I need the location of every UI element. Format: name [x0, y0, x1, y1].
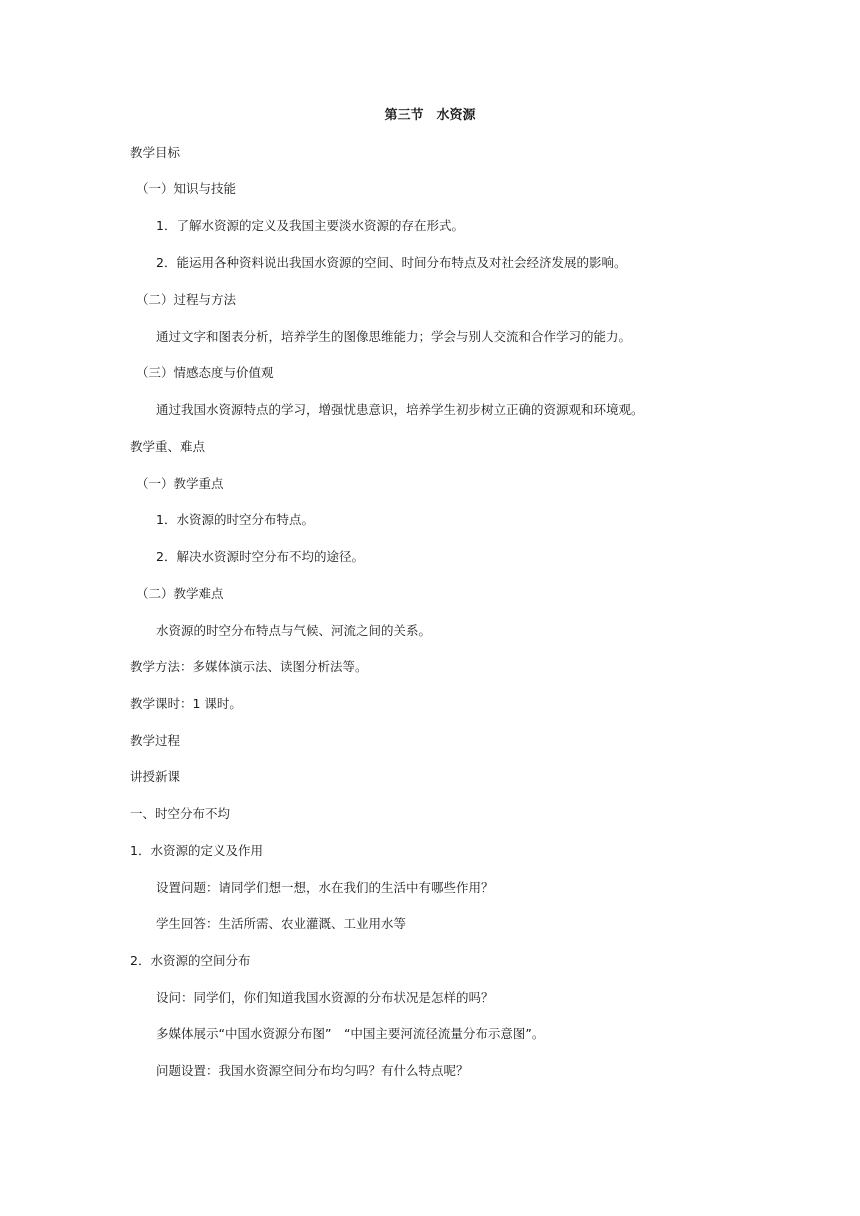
section-heading: 一、时空分布不均 — [130, 806, 231, 821]
list-item: 1．水资源的时空分布特点。 — [156, 512, 314, 527]
list-item: 1．了解水资源的定义及我国主要淡水资源的存在形式。 — [156, 218, 464, 233]
subsection-heading: （一）知识与技能 — [136, 181, 237, 196]
teaching-method: 教学方法：多媒体演示法、读图分析法等。 — [130, 659, 368, 674]
paragraph: 问题设置：我国水资源空间分布均匀吗？有什么特点呢？ — [156, 1063, 469, 1078]
paragraph: 多媒体展示“中国水资源分布图” “中国主要河流径流量分布示意图”。 — [156, 1026, 545, 1041]
paragraph: 水资源的时空分布特点与气候、河流之间的关系。 — [156, 623, 432, 638]
page-title: 第三节 水资源 — [384, 108, 476, 123]
subsection-heading: （一）教学重点 — [136, 476, 224, 491]
section-heading-teaching-process: 教学过程 — [130, 733, 181, 748]
paragraph: 通过文字和图表分析，培养学生的图像思维能力；学会与别人交流和合作学习的能力。 — [156, 329, 632, 344]
subsection-heading: 2．水资源的空间分布 — [130, 953, 251, 968]
list-item: 2．能运用各种资料说出我国水资源的空间、时间分布特点及对社会经济发展的影响。 — [156, 255, 627, 270]
subsection-heading: （二）过程与方法 — [136, 292, 237, 307]
paragraph: 学生回答：生活所需、农业灌溉、工业用水等 — [156, 916, 407, 931]
section-heading-key-points: 教学重、难点 — [130, 439, 206, 454]
section-heading-teaching-goals: 教学目标 — [130, 145, 181, 160]
paragraph: 通过我国水资源特点的学习，增强忧患意识，培养学生初步树立正确的资源观和环境观。 — [156, 402, 644, 417]
subsection-heading: （二）教学难点 — [136, 586, 224, 601]
paragraph: 设置问题：请同学们想一想，水在我们的生活中有哪些作用？ — [156, 880, 494, 895]
subsection-heading: （三）情感态度与价值观 — [136, 365, 274, 380]
teaching-hours: 教学课时：1 课时。 — [130, 696, 242, 711]
list-item: 2．解决水资源时空分布不均的途径。 — [156, 549, 364, 564]
section-heading-new-lesson: 讲授新课 — [130, 769, 181, 784]
paragraph: 设问：同学们，你们知道我国水资源的分布状况是怎样的吗？ — [156, 990, 494, 1005]
subsection-heading: 1．水资源的定义及作用 — [130, 843, 263, 858]
